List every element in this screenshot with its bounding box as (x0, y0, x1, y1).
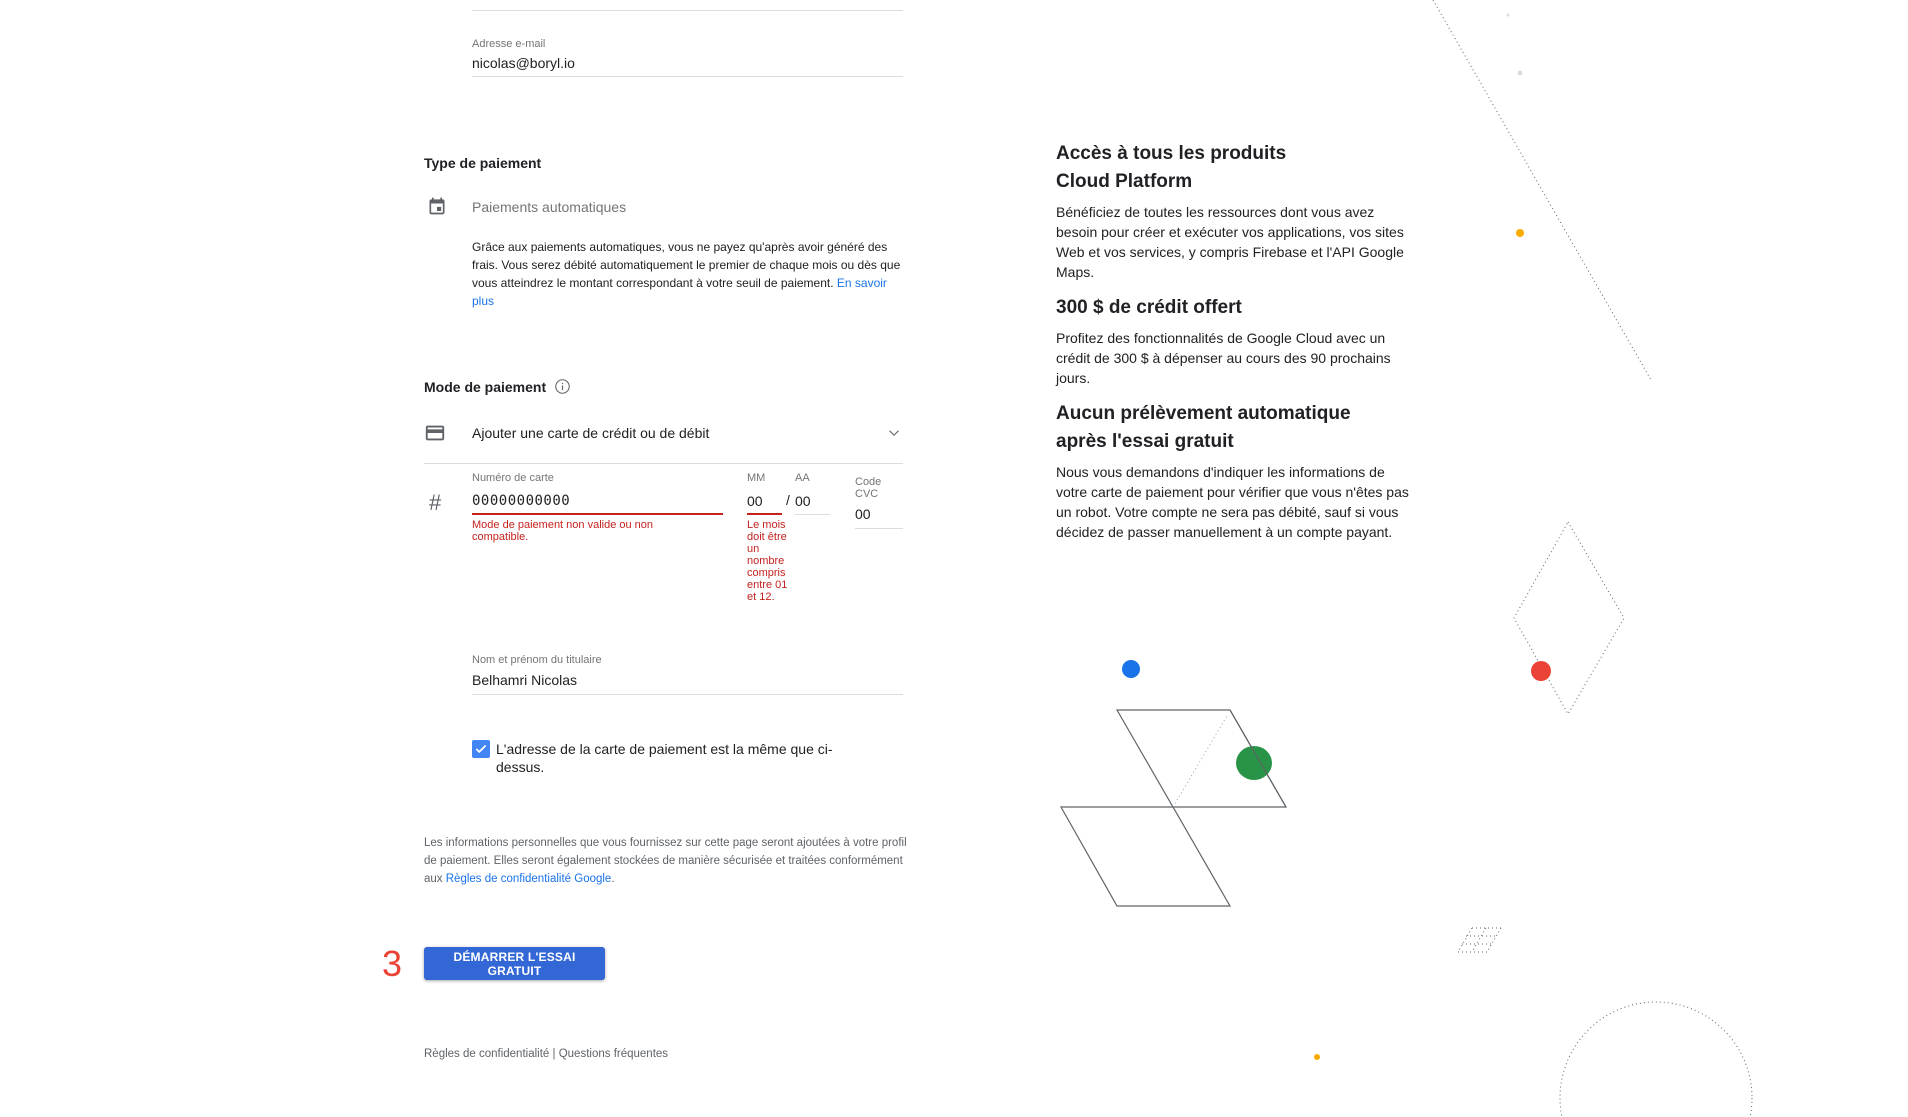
hash-icon: # (429, 490, 442, 515)
email-label: Adresse e-mail (472, 38, 546, 50)
dotted-diamond (1514, 522, 1624, 714)
dotted-diagonal-line (1433, 0, 1651, 380)
dotted-circle (1560, 1002, 1752, 1117)
orange-dot-small (1314, 1054, 1320, 1060)
benefit-text: Bénéficiez de toutes les ressources dont vous avez besoin pour créer et exécuter vos applications, vos sites Web et vos services, y compris Firebase et l'API Google Maps. (1056, 204, 1404, 280)
footer-separator: | (552, 1048, 556, 1060)
card-number-input[interactable]: 00000000000 (472, 493, 571, 509)
step-number: 3 (382, 943, 403, 984)
card-number-label: Numéro de carte (472, 472, 554, 484)
payment-type-value: Paiements automatiques (472, 199, 627, 215)
email-value[interactable]: nicolas@boryl.io (472, 55, 575, 71)
payment-method-selected: Ajouter une carte de crédit ou de débit (472, 425, 710, 441)
payment-method-title: Mode de paiement (424, 378, 547, 395)
payment-type-title: Type de paiement (424, 155, 542, 171)
payment-type-description-text: Grâce aux paiements automatiques, vous ne payez qu'après avoir généré des frais. Vous serez débité automatiquement le premier de chaque mois ou dès que vous atteindrez le montant correspondant à votre seuil de paiement. (472, 240, 901, 290)
dotted-grid (1458, 928, 1501, 952)
dotted-inner-line (1173, 714, 1228, 807)
benefit-title: Accès à tous les produits Cloud Platform (1056, 143, 1287, 192)
card-number-error: Mode de paiement non valide ou non compatible. (472, 519, 654, 543)
google-privacy-link[interactable]: Règles de confidentialité Google (445, 873, 612, 885)
expiry-year-input[interactable]: 00 (795, 493, 811, 509)
parallelogram-bottom (1061, 807, 1230, 906)
footer-faq-link[interactable]: Questions fréquentes (558, 1048, 669, 1060)
holder-name-label: Nom et prénom du titulaire (472, 654, 602, 666)
benefit-text: Nous vous demandons d'indiquer les informations de votre carte de paiement pour vérifier que vous n'êtes pas un robot. Votre compte ne sera pas débité, sauf si vous décidez de passer manuellement à un compte payant. (1056, 464, 1409, 540)
benefit-text: Profitez des fonctionnalités de Google Cloud avec un crédit de 300 $ à dépenser au cours des 90 prochains jours. (1056, 330, 1391, 386)
expiry-separator: / (786, 492, 790, 508)
privacy-notice-end: . (611, 873, 615, 885)
learn-more-link[interactable]: En savoir plus (472, 276, 887, 308)
same-address-label: L'adresse de la carte de paiement est la même que ci-dessus. (496, 741, 833, 775)
cvc-label: Code CVC (855, 476, 882, 500)
grey-dot (1507, 14, 1510, 17)
privacy-notice-text: Les informations personnelles que vous fournissez sur cette page seront ajoutées à votre profil de paiement. Elles seront également stockées de manière sécurisée et traitées conformément aux (424, 837, 907, 885)
red-dot (1531, 661, 1551, 681)
expiry-year-label: AA (795, 472, 810, 484)
expiry-month-error: Le mois doit être un nombre compris entre 01 et 12. (747, 519, 788, 603)
benefit-title: 300 $ de crédit offert (1056, 297, 1242, 318)
cvc-input[interactable]: 00 (855, 506, 871, 522)
expiry-month-input[interactable]: 00 (747, 493, 763, 509)
grey-dot (1518, 71, 1523, 76)
benefit-title: Aucun prélèvement automatique après l'essai gratuit (1056, 403, 1351, 452)
orange-dot (1516, 229, 1524, 237)
expiry-month-label: MM (747, 472, 766, 484)
holder-name-input[interactable]: Belhamri Nicolas (472, 672, 578, 688)
start-free-trial-button[interactable]: DÉMARRER L'ESSAI GRATUIT (424, 947, 605, 980)
footer-privacy-link[interactable]: Règles de confidentialité (424, 1048, 550, 1060)
blue-dot (1122, 660, 1140, 678)
